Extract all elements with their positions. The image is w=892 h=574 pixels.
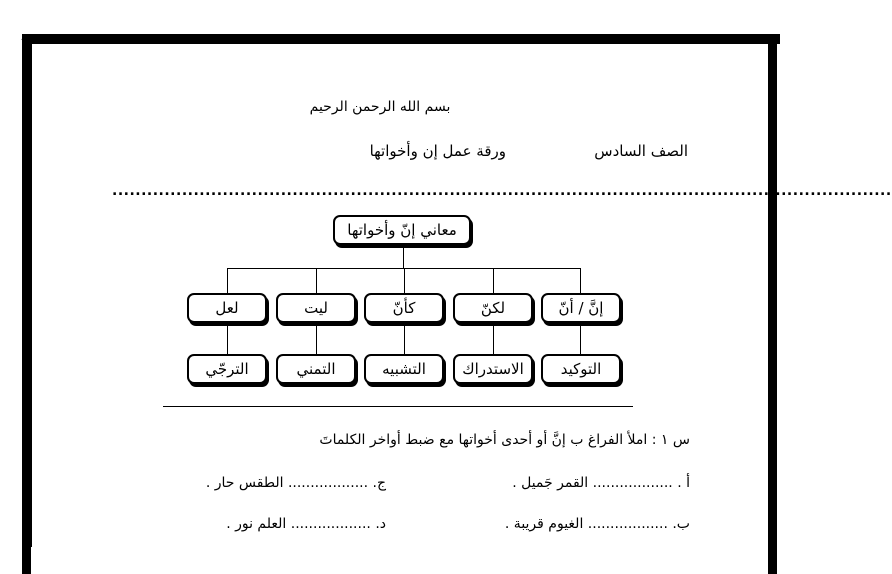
item-text: الغيوم قريبة . [504,516,584,532]
meaning-connector [227,324,228,354]
item-label: أ . [677,475,690,491]
root-connector [403,246,404,268]
particle-laalla: لعل [187,293,267,323]
exercise-item-d [226,517,386,531]
item-blank[interactable]: .................. [290,516,371,532]
meaning-connector [316,324,317,354]
particle-lakinna: لكنّ [453,293,533,323]
item-label: ج. [372,475,386,491]
meaning-connector [493,324,494,354]
branch-connector [227,268,228,294]
branch-connector [316,268,317,294]
particle-inna: إنَّ / أنّ [541,293,621,323]
grade-label: الصف السادس [594,142,688,160]
dotted-separator: ...................................................................................................................................... [112,183,892,199]
meaning-connector [580,324,581,354]
meaning-istidrak: الاستدراك [453,354,533,384]
basmala: بسم الله الرحمن الرحيم [309,99,451,115]
item-text: الطقس حار . [205,475,284,491]
meaning-tawkid: التوكيد [541,354,621,384]
branch-connector [404,268,405,294]
diagram-root: معاني إنّ وأخواتها [333,215,471,245]
item-blank[interactable]: .................. [587,516,668,532]
branch-connector [493,268,494,294]
item-text: القمر جَميل . [512,475,589,491]
question-1: س ١ : املأ الفراغ ب إنَّ أو أحدى أخواتها مع ضبط أواخر الكلماتَ [319,432,690,448]
particle-kaanna: كأنّ [364,293,444,323]
branch-connector [580,268,581,294]
exercise-item-a [512,476,690,490]
divider-line [163,406,633,407]
particle-layta: ليت [276,293,356,323]
meaning-tarajji: الترجّي [187,354,267,384]
item-blank[interactable]: .................. [592,475,673,491]
meaning-tashbih: التشبيه [364,354,444,384]
item-text: العلم نور . [226,516,287,532]
exercise-item-j [206,476,386,490]
meaning-tamanni: التمني [276,354,356,384]
item-label: د. [375,516,386,532]
exercise-item-b [505,517,690,531]
worksheet-title: ورقة عمل إن وأخواتها [369,142,506,160]
item-label: ب. [672,516,690,532]
item-blank[interactable]: .................. [287,475,369,491]
meaning-connector [404,324,405,354]
